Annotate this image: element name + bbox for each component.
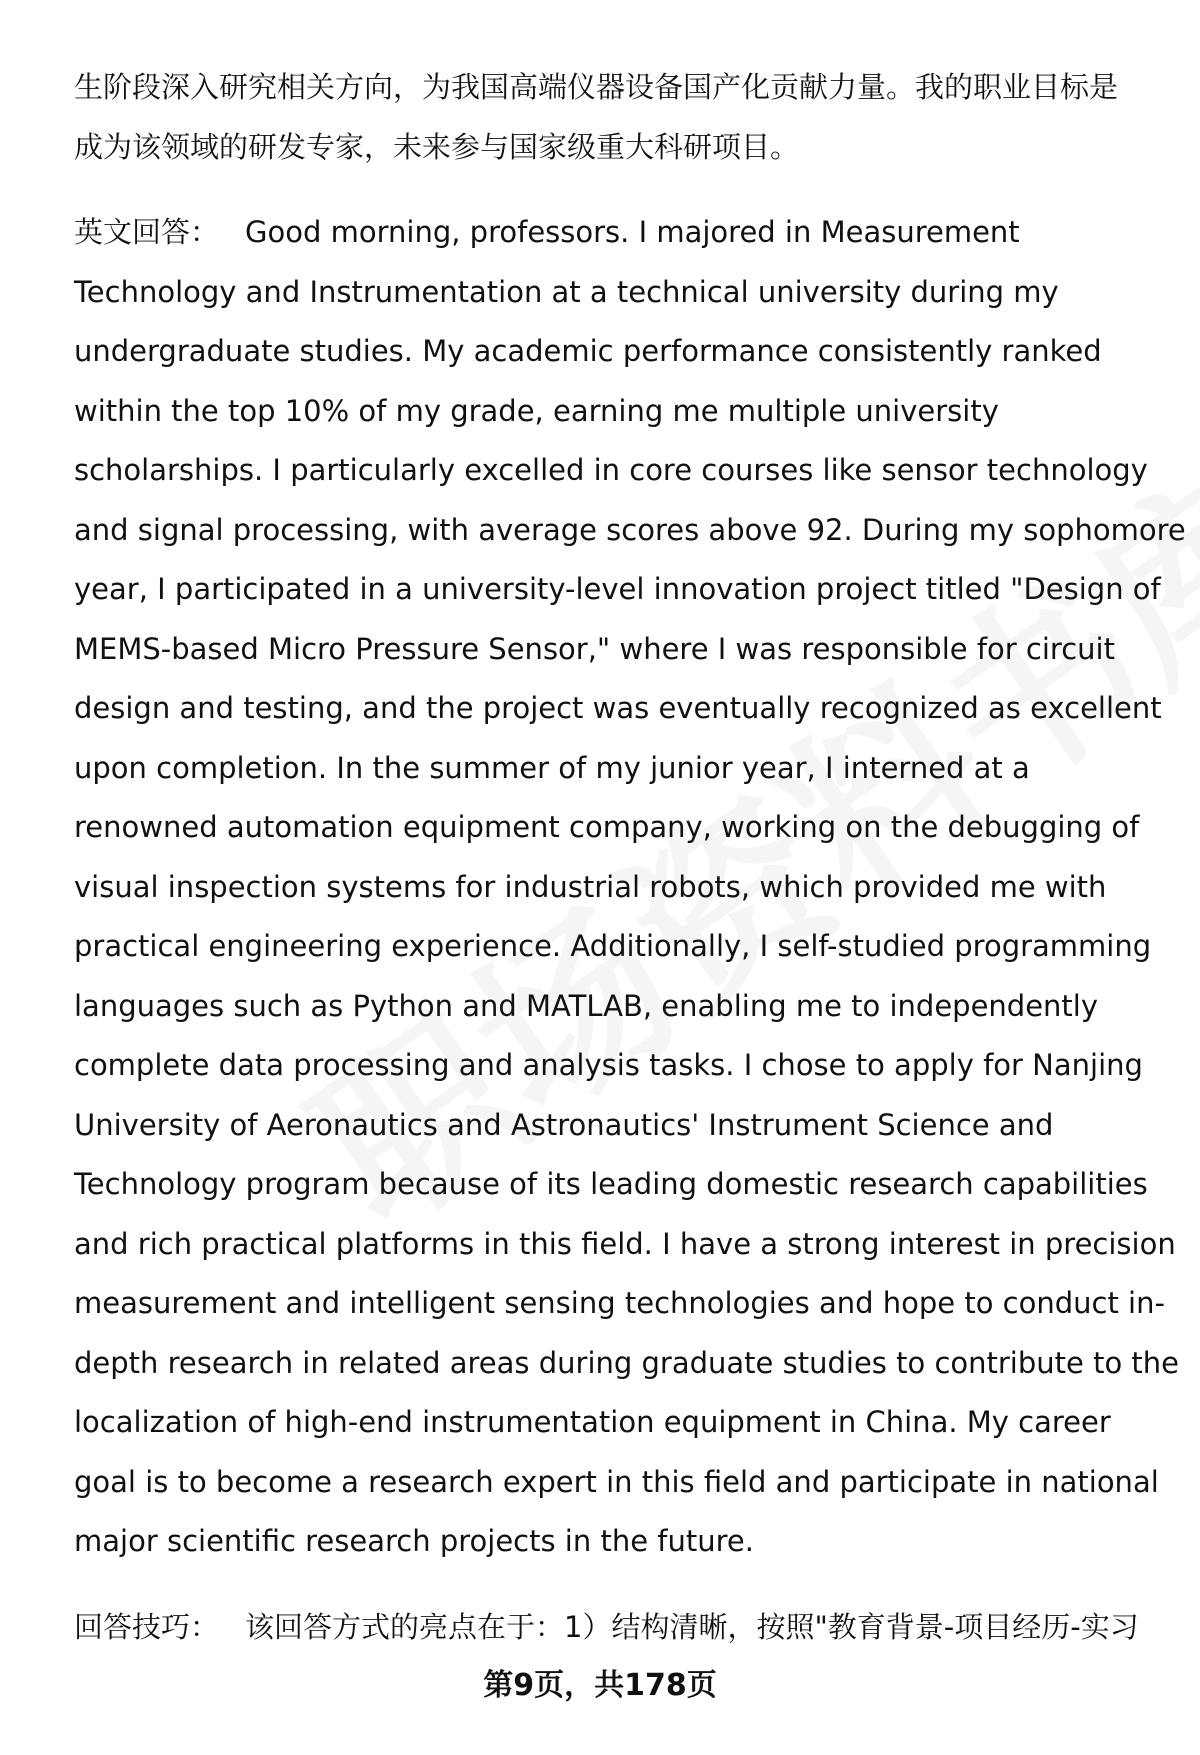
english-answer-paragraph — [74, 203, 1186, 1572]
page-number: 第9页，共178页 — [483, 1668, 717, 1703]
page-content — [74, 58, 1186, 1657]
text-line: complete data processing and analysis tasks. I chose to apply for Nanjing — [74, 1048, 1143, 1082]
text-line: languages such as Python and MATLAB, enabling me to independently — [74, 988, 1099, 1023]
text-line: undergraduate studies. My academic performance consistently ranked — [74, 334, 1102, 368]
text-line: goal is to become a research expert in this field and participate in national — [74, 1464, 1159, 1499]
text-line: 成为该领域的研发专家，未来参与国家级重大科研项目。 — [74, 129, 800, 164]
text-line: renowned automation equipment company, working on the debugging of — [74, 810, 1140, 844]
text-line: major scientific research projects in the future. — [74, 1524, 754, 1558]
text-line: localization of high-end instrumentation equipment in China. My career — [74, 1405, 1111, 1439]
text-line: scholarships. I particularly excelled in core courses like sensor technology — [74, 453, 1148, 487]
text-line: measurement and intelligent sensing technologies and hope to conduct in- — [74, 1286, 1165, 1320]
text-line: year, I participated in a university-level innovation project titled "Design of — [74, 572, 1161, 606]
text-line: within the top 10% of my grade, earning me multiple university — [74, 393, 999, 428]
tips-paragraph — [74, 1598, 1154, 1658]
text-line — [74, 1598, 1154, 1658]
text-line: and rich practical platforms in this field. I have a strong interest in precision — [74, 1226, 1176, 1261]
text-line: design and testing, and the project was eventually recognized as excellent — [74, 691, 1162, 725]
tips-label: 回答技巧： — [74, 1609, 220, 1644]
text-line: and signal processing, with average scores above 92. During my sophomore — [74, 512, 1186, 547]
text-line: upon completion. In the summer of my junior year, I interned at a — [74, 750, 1030, 785]
text-line: University of Aeronautics and Astronautics' Instrument Science and — [74, 1107, 1054, 1142]
text-line: depth research in related areas during graduate studies to contribute to the — [74, 1345, 1180, 1380]
text-line: Technology program because of its leading domestic research capabilities — [74, 1167, 1148, 1201]
intro-paragraph — [74, 58, 1154, 177]
text-line-content: Good morning, professors. I majored in Measurement — [245, 215, 1020, 249]
text-line: visual inspection systems for industrial robots, which provided me with — [74, 869, 1107, 904]
text-line: Technology and Instrumentation at a technical university during my — [74, 274, 1059, 309]
text-line — [74, 203, 1154, 263]
english-answer-label: 英文回答： — [74, 215, 220, 249]
text-line: MEMS-based Micro Pressure Sensor," where I was responsible for circuit — [74, 631, 1115, 666]
text-line: 生阶段深入研究相关方向，为我国高端仪器设备国产化贡献力量。我的职业目标是 — [74, 70, 1119, 104]
tips-text: 该回答方式的亮点在于：1）结构清晰，按照"教育背景-项目经历-实习 — [245, 1609, 1139, 1644]
text-line: practical engineering experience. Additionally, I self-studied programming — [74, 929, 1152, 963]
